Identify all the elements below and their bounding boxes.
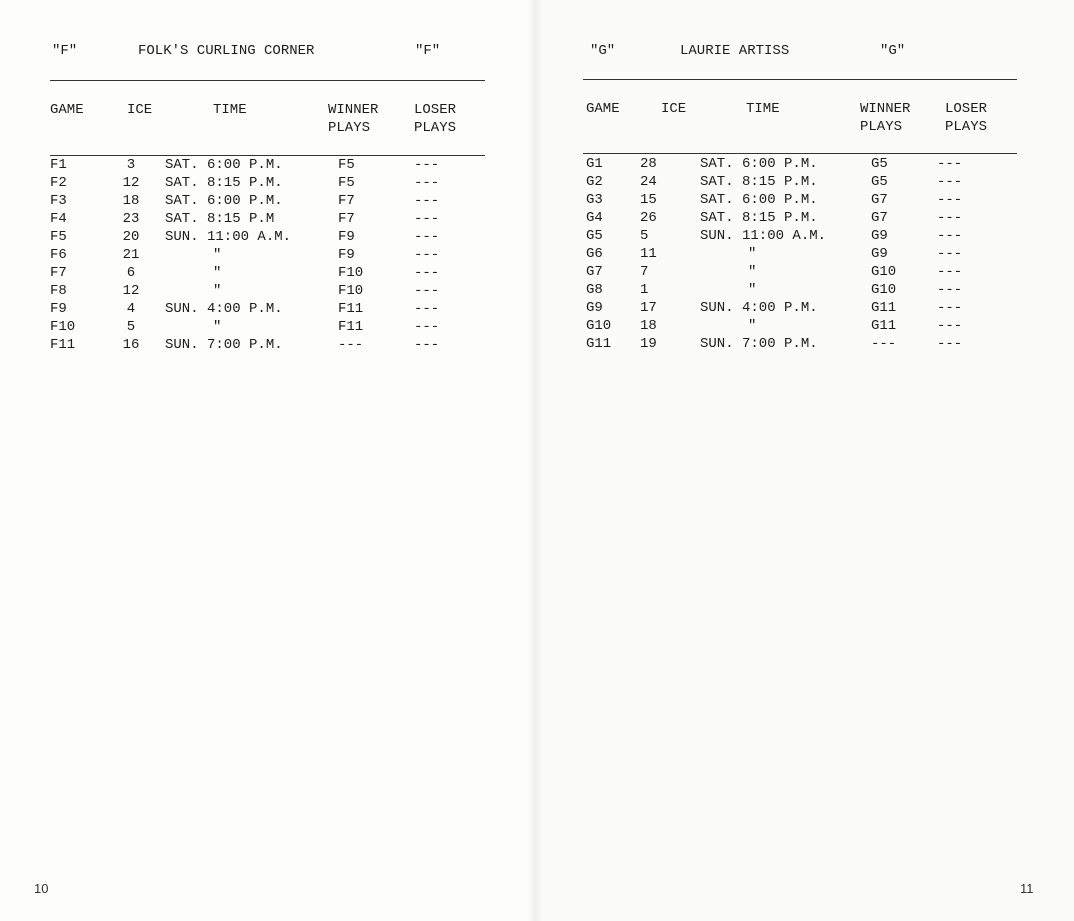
cell-winner: G7 [871, 192, 888, 208]
table-row [535, 299, 1074, 317]
bracket-mark-right: "G" [880, 43, 906, 59]
table-row [535, 317, 1074, 335]
col-winner-line2: PLAYS [328, 120, 371, 136]
cell-time: SAT. 6:00 P.M. [165, 157, 283, 173]
table-rule [583, 153, 1017, 154]
book-gutter [528, 0, 542, 921]
cell-ice: 12 [122, 283, 140, 299]
cell-loser: --- [937, 318, 963, 334]
col-loser-line2: PLAYS [414, 120, 457, 136]
cell-time: " [748, 318, 757, 334]
cell-game: F10 [50, 319, 76, 335]
header-rule [50, 80, 485, 81]
cell-game: F4 [50, 211, 67, 227]
cell-game: G1 [586, 156, 603, 172]
cell-loser: --- [414, 265, 440, 281]
cell-ice: 16 [122, 337, 140, 353]
cell-time: SUN. 4:00 P.M. [165, 301, 283, 317]
table-row [0, 174, 535, 192]
cell-time: SUN. 7:00 P.M. [700, 336, 818, 352]
col-loser-line1: LOSER [945, 101, 988, 117]
cell-loser: --- [414, 211, 440, 227]
cell-game: F5 [50, 229, 67, 245]
page-number: 11 [1020, 881, 1034, 896]
cell-game: F11 [50, 337, 76, 353]
cell-time: " [213, 283, 222, 299]
cell-ice: 26 [640, 210, 657, 226]
cell-ice: 28 [640, 156, 657, 172]
cell-time: SAT. 8:15 P.M. [700, 210, 818, 226]
cell-winner: F7 [338, 211, 355, 227]
cell-winner: G11 [871, 318, 897, 334]
cell-winner: F11 [338, 319, 364, 335]
table-row [535, 245, 1074, 263]
cell-game: F9 [50, 301, 67, 317]
col-winner-line1: WINNER [860, 101, 911, 117]
cell-loser: --- [414, 175, 440, 191]
cell-game: F6 [50, 247, 67, 263]
cell-ice: 24 [640, 174, 657, 190]
cell-time: SUN. 4:00 P.M. [700, 300, 818, 316]
cell-ice: 11 [640, 246, 657, 262]
col-time: TIME [746, 101, 780, 117]
table-row [535, 335, 1074, 353]
cell-winner: F5 [338, 157, 355, 173]
cell-loser: --- [937, 336, 963, 352]
cell-loser: --- [414, 193, 440, 209]
cell-loser: --- [937, 246, 963, 262]
bracket-mark-right: "F" [415, 43, 441, 59]
col-loser-line1: LOSER [414, 102, 457, 118]
col-winner-line1: WINNER [328, 102, 379, 118]
cell-loser: --- [414, 247, 440, 263]
cell-loser: --- [937, 282, 963, 298]
bracket-mark-left: "G" [590, 43, 616, 59]
cell-ice: 6 [126, 265, 136, 281]
cell-loser: --- [937, 192, 963, 208]
cell-winner: G9 [871, 246, 888, 262]
cell-winner: G5 [871, 156, 888, 172]
cell-time: SAT. 8:15 P.M. [700, 174, 818, 190]
cell-game: F3 [50, 193, 67, 209]
cell-winner: F9 [338, 247, 355, 263]
cell-time: SUN. 11:00 A.M. [700, 228, 827, 244]
table-row [535, 209, 1074, 227]
cell-winner: G10 [871, 282, 897, 298]
table-row [535, 173, 1074, 191]
cell-time: SAT. 6:00 P.M. [700, 192, 818, 208]
cell-time: SAT. 6:00 P.M. [165, 193, 283, 209]
table-row [0, 192, 535, 210]
cell-ice: 12 [122, 175, 140, 191]
col-loser [945, 100, 987, 136]
cell-game: F2 [50, 175, 67, 191]
table-row [0, 246, 535, 264]
cell-loser: --- [414, 337, 440, 353]
cell-ice: 20 [122, 229, 140, 245]
cell-game: F1 [50, 157, 67, 173]
cell-ice: 18 [122, 193, 140, 209]
cell-loser: --- [414, 319, 440, 335]
cell-game: G11 [586, 336, 612, 352]
cell-time: SUN. 11:00 A.M. [165, 229, 292, 245]
cell-loser: --- [937, 228, 963, 244]
cell-ice: 4 [126, 301, 136, 317]
cell-time: SAT. 6:00 P.M. [700, 156, 818, 172]
col-game: GAME [586, 101, 620, 117]
cell-game: G4 [586, 210, 603, 226]
cell-ice: 23 [122, 211, 140, 227]
cell-game: G3 [586, 192, 603, 208]
table-row [0, 156, 535, 174]
cell-loser: --- [937, 210, 963, 226]
table-row [535, 263, 1074, 281]
cell-ice: 1 [640, 282, 649, 298]
bracket-title: LAURIE ARTISS [680, 43, 790, 59]
header-rule [583, 79, 1017, 80]
cell-loser: --- [937, 300, 963, 316]
table-row [0, 228, 535, 246]
cell-ice: 5 [640, 228, 649, 244]
table-row [535, 281, 1074, 299]
cell-time: " [748, 282, 757, 298]
col-ice: ICE [661, 101, 687, 117]
cell-ice: 19 [640, 336, 657, 352]
bracket-title: FOLK'S CURLING CORNER [138, 43, 315, 59]
cell-winner: F7 [338, 193, 355, 209]
cell-game: G8 [586, 282, 603, 298]
cell-winner: F9 [338, 229, 355, 245]
right-page [535, 0, 1074, 921]
table-row [0, 300, 535, 318]
bracket-mark-left: "F" [52, 43, 78, 59]
cell-game: G10 [586, 318, 612, 334]
cell-ice: 5 [126, 319, 136, 335]
cell-ice: 3 [126, 157, 136, 173]
cell-game: F7 [50, 265, 67, 281]
cell-time: " [213, 265, 222, 281]
cell-loser: --- [937, 156, 963, 172]
cell-winner: G9 [871, 228, 888, 244]
cell-ice: 17 [640, 300, 657, 316]
table-row [535, 155, 1074, 173]
cell-time: SAT. 8:15 P.M [165, 211, 275, 227]
table-row [0, 264, 535, 282]
cell-winner: F10 [338, 265, 364, 281]
cell-time: " [213, 319, 222, 335]
left-page [0, 0, 535, 921]
col-time: TIME [213, 102, 247, 118]
cell-loser: --- [414, 229, 440, 245]
cell-winner: G7 [871, 210, 888, 226]
cell-ice: 18 [640, 318, 657, 334]
table-row [535, 227, 1074, 245]
cell-winner: --- [871, 336, 897, 352]
cell-ice: 21 [122, 247, 140, 263]
table-row [0, 318, 535, 336]
cell-loser: --- [937, 174, 963, 190]
cell-time: SAT. 8:15 P.M. [165, 175, 283, 191]
cell-time: " [748, 246, 757, 262]
cell-winner: G11 [871, 300, 897, 316]
cell-game: G5 [586, 228, 603, 244]
table-row [0, 336, 535, 354]
cell-winner: F5 [338, 175, 355, 191]
cell-loser: --- [414, 157, 440, 173]
col-loser-line2: PLAYS [945, 119, 988, 135]
cell-time: " [748, 264, 757, 280]
col-game: GAME [50, 102, 84, 118]
cell-time: SUN. 7:00 P.M. [165, 337, 283, 353]
col-winner-line2: PLAYS [860, 119, 903, 135]
cell-loser: --- [937, 264, 963, 280]
cell-loser: --- [414, 283, 440, 299]
cell-ice: 7 [640, 264, 649, 280]
cell-game: G9 [586, 300, 603, 316]
table-row [0, 282, 535, 300]
col-winner [860, 100, 910, 136]
cell-winner: G10 [871, 264, 897, 280]
cell-winner: F10 [338, 283, 364, 299]
cell-winner: F11 [338, 301, 364, 317]
col-ice: ICE [127, 102, 153, 118]
cell-game: G6 [586, 246, 603, 262]
cell-loser: --- [414, 301, 440, 317]
page-number: 10 [34, 881, 49, 896]
col-loser [414, 101, 456, 137]
cell-ice: 15 [640, 192, 657, 208]
cell-winner: --- [338, 337, 364, 353]
table-row [535, 191, 1074, 209]
cell-game: G2 [586, 174, 603, 190]
cell-winner: G5 [871, 174, 888, 190]
cell-time: " [213, 247, 222, 263]
table-row [0, 210, 535, 228]
cell-game: G7 [586, 264, 603, 280]
col-winner [328, 101, 378, 137]
cell-game: F8 [50, 283, 67, 299]
